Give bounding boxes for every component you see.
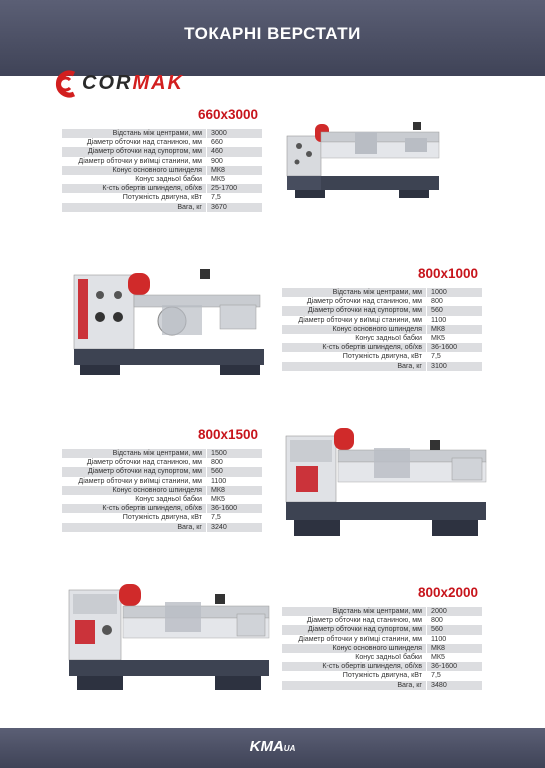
page-footer — [0, 728, 545, 768]
spec-row — [62, 449, 262, 458]
spec-label: Конус основного шпинделя — [112, 165, 202, 174]
spec-value: 800 — [426, 297, 482, 306]
brand-logo-text — [82, 72, 184, 95]
spec-value: МК8 — [206, 166, 262, 175]
spec-row — [282, 644, 482, 653]
spec-label: Потужність двигуна, кВт — [122, 193, 202, 202]
spec-value: 1100 — [426, 316, 482, 325]
spec-label: Вага, кг — [397, 361, 422, 370]
spec-value: МК8 — [426, 325, 482, 334]
spec-row — [282, 334, 482, 343]
spec-value: МК5 — [426, 334, 482, 343]
spec-row — [62, 175, 262, 184]
spec-row — [282, 288, 482, 297]
brand-logo-text-a: COR — [82, 72, 133, 94]
spec-label: Діаметр обточки над станиною, мм — [86, 458, 202, 467]
spec-row — [282, 653, 482, 662]
model-title: 800x1500 — [198, 427, 259, 442]
spec-value: 7,5 — [206, 513, 262, 522]
model-title: 660x3000 — [198, 107, 259, 122]
spec-label: Діаметр обточки над супортом, мм — [87, 147, 202, 156]
spec-value: 460 — [206, 147, 262, 156]
spec-table — [282, 288, 482, 371]
spec-value: 36-1600 — [426, 662, 482, 671]
spec-row — [282, 681, 482, 690]
spec-label: Конус основного шпинделя — [112, 485, 202, 494]
spec-label: Конус основного шпинделя — [332, 643, 422, 652]
spec-row — [62, 157, 262, 166]
spec-value: 7,5 — [426, 671, 482, 680]
spec-label: Потужність двигуна, кВт — [342, 671, 422, 680]
spec-value: 1000 — [426, 288, 482, 297]
spec-row — [282, 362, 482, 371]
spec-value: 7,5 — [206, 193, 262, 202]
spec-value: 3480 — [426, 681, 482, 690]
spec-row — [62, 486, 262, 495]
spec-value: 3100 — [426, 362, 482, 371]
brand-logo — [52, 70, 192, 98]
spec-row — [282, 352, 482, 361]
spec-value: 800 — [206, 458, 262, 467]
spec-label: Діаметр обточки над станиною, мм — [306, 297, 422, 306]
spec-row — [62, 495, 262, 504]
spec-label: Потужність двигуна, кВт — [122, 513, 202, 522]
spec-label: К-сть обертів шпинделя, об/хв — [322, 343, 422, 352]
spec-label: Відстань між центрами, мм — [332, 607, 422, 615]
lathe-image — [285, 112, 445, 202]
model-title: 800x1000 — [418, 266, 479, 281]
spec-row — [282, 616, 482, 625]
spec-value: МК5 — [206, 495, 262, 504]
lathe-image — [70, 265, 270, 380]
spec-label: Відстань між центрами, мм — [332, 288, 422, 296]
spec-value: 36-1600 — [426, 343, 482, 352]
lathe-image — [65, 580, 275, 695]
spec-label: К-сть обертів шпинделя, об/хв — [102, 504, 202, 513]
spec-value: 560 — [426, 306, 482, 315]
spec-row — [62, 523, 262, 532]
spec-row — [62, 147, 262, 156]
spec-label: Конус основного шпинделя — [332, 324, 422, 333]
spec-label: Діаметр обточки над супортом, мм — [307, 625, 422, 634]
spec-table — [62, 129, 262, 212]
spec-value: МК8 — [206, 486, 262, 495]
spec-value: МК8 — [426, 644, 482, 653]
spec-value: 800 — [426, 616, 482, 625]
spec-value: 660 — [206, 138, 262, 147]
spec-label: Діаметр обточки у виїмці станини, мм — [298, 634, 422, 643]
spec-value: 25-1700 — [206, 184, 262, 193]
spec-label: К-сть обертів шпинделя, об/хв — [102, 184, 202, 193]
brand-logo-text-b: MAK — [132, 72, 184, 94]
spec-label: Вага, кг — [177, 202, 202, 211]
spec-value: 900 — [206, 157, 262, 166]
brand-swoosh-icon — [52, 70, 82, 98]
spec-value: 2000 — [426, 607, 482, 616]
spec-label: Конус задньої бабки — [355, 652, 422, 661]
spec-row — [62, 477, 262, 486]
spec-row — [282, 625, 482, 634]
spec-label: Вага, кг — [177, 522, 202, 531]
spec-label: Діаметр обточки у виїмці станини, мм — [78, 156, 202, 165]
spec-label: Діаметр обточки у виїмці станини, мм — [78, 476, 202, 485]
spec-label: Конус задньої бабки — [355, 333, 422, 342]
spec-table — [282, 607, 482, 690]
spec-row — [62, 458, 262, 467]
spec-row — [62, 513, 262, 522]
footer-logo-text: KMA — [249, 738, 284, 755]
spec-value: 560 — [426, 625, 482, 634]
spec-row — [282, 306, 482, 315]
spec-label: Конус задньої бабки — [135, 174, 202, 183]
spec-row — [62, 193, 262, 202]
spec-label: Діаметр обточки у виїмці станини, мм — [298, 315, 422, 324]
spec-label: Діаметр обточки над супортом, мм — [307, 306, 422, 315]
footer-logo — [0, 738, 545, 755]
spec-row — [282, 325, 482, 334]
footer-logo-sub: UA — [283, 744, 296, 753]
page-header — [0, 0, 545, 76]
spec-label: Відстань між центрами, мм — [112, 449, 202, 457]
spec-row — [62, 138, 262, 147]
spec-row — [282, 316, 482, 325]
spec-row — [62, 184, 262, 193]
spec-value: 36-1600 — [206, 504, 262, 513]
spec-value: 3000 — [206, 129, 262, 138]
spec-table — [62, 449, 262, 532]
spec-row — [282, 662, 482, 671]
spec-label: Діаметр обточки над супортом, мм — [87, 467, 202, 476]
spec-value: МК5 — [206, 175, 262, 184]
spec-label: Діаметр обточки над станиною, мм — [86, 138, 202, 147]
spec-row — [62, 504, 262, 513]
spec-value: 7,5 — [426, 352, 482, 361]
spec-value: 1100 — [206, 477, 262, 486]
spec-value: 560 — [206, 467, 262, 476]
spec-value: 1100 — [426, 635, 482, 644]
page-title: ТОКАРНІ ВЕРСТАТИ — [184, 24, 361, 43]
spec-value: 3670 — [206, 203, 262, 212]
spec-label: Конус задньої бабки — [135, 494, 202, 503]
spec-value: 3240 — [206, 523, 262, 532]
spec-row — [62, 203, 262, 212]
spec-row — [282, 343, 482, 352]
spec-row — [282, 297, 482, 306]
spec-row — [282, 635, 482, 644]
spec-value: 1500 — [206, 449, 262, 458]
spec-label: К-сть обертів шпинделя, об/хв — [322, 662, 422, 671]
spec-label: Діаметр обточки над станиною, мм — [306, 616, 422, 625]
spec-label: Вага, кг — [397, 680, 422, 689]
spec-label: Відстань між центрами, мм — [112, 129, 202, 137]
spec-row — [62, 467, 262, 476]
spec-label: Потужність двигуна, кВт — [342, 352, 422, 361]
spec-value: МК5 — [426, 653, 482, 662]
spec-row — [282, 607, 482, 616]
spec-row — [282, 671, 482, 680]
spec-row — [62, 166, 262, 175]
spec-row — [62, 129, 262, 138]
lathe-image — [282, 422, 492, 542]
model-title: 800x2000 — [418, 585, 479, 600]
